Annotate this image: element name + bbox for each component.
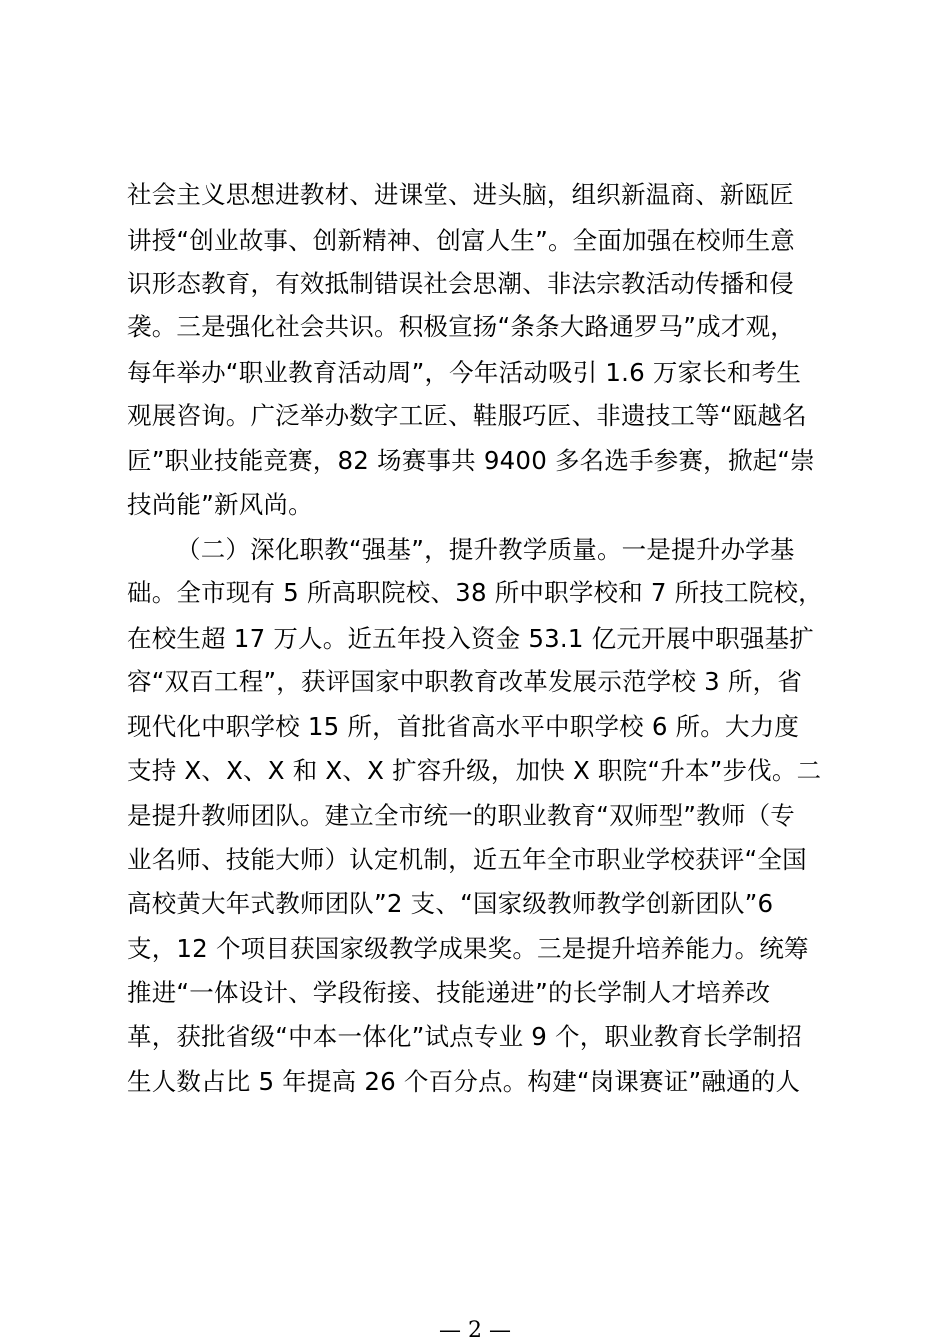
body-line: 支持 X、X、X 和 X、X 扩容升级，加快 X 职院“升本”步伐。二: [127, 756, 822, 785]
body-line: 讲授“创业故事、创新精神、创富人生”。全面加强在校师生意: [127, 226, 795, 255]
body-line: 容“双百工程”，获评国家中职教育改革发展示范学校 3 所，省: [127, 667, 803, 696]
body-line: 推进“一体设计、学段衔接、技能递进”的长学制人才培养改: [127, 978, 771, 1007]
body-line: 支，12 个项目获国家级教学成果奖。三是提升培养能力。统筹: [127, 934, 809, 963]
body-line: 识形态教育，有效抵制错误社会思潮、非法宗教活动传播和侵: [127, 269, 794, 298]
body-line: 在校生超 17 万人。近五年投入资金 53.1 亿元开展中职强基扩: [127, 624, 814, 653]
body-line: 现代化中职学校 15 所，首批省高水平中职学校 6 所。大力度: [127, 712, 800, 741]
body-line: 匠”职业技能竞赛，82 场赛事共 9400 多名选手参赛，掀起“崇: [127, 446, 815, 475]
body-line: 业名师、技能大师）认定机制，近五年全市职业学校获评“全国: [127, 845, 807, 874]
body-line: 社会主义思想进教材、进课堂、进头脑，组织新温商、新瓯匠: [127, 180, 794, 209]
body-line: 观展咨询。广泛举办数字工匠、鞋服巧匠、非遗技工等“瓯越名: [127, 401, 807, 430]
body-line: 础。全市现有 5 所高职院校、38 所中职学校和 7 所技工院校，: [127, 578, 823, 607]
body-line: 是提升教师团队。建立全市统一的职业教育“双师型”教师（专: [127, 801, 795, 830]
body-line: 革，获批省级“中本一体化”试点专业 9 个，职业教育长学制招: [127, 1022, 803, 1051]
body-line: 高校黄大年式教师团队”2 支、“国家级教师教学创新团队”6: [127, 889, 774, 918]
body-line: 生人数占比 5 年提高 26 个百分点。构建“岗课赛证”融通的人: [127, 1067, 801, 1096]
body-line: 袭。三是强化社会共识。积极宣扬“条条大路通罗马”成才观，: [127, 312, 795, 341]
body-line: 技尚能”新风尚。: [127, 490, 313, 519]
section-heading-line: （二）深化职教“强基”，提升教学质量。一是提升办学基: [176, 535, 795, 564]
page-number: — 2 —: [439, 1318, 511, 1343]
body-line: 每年举办“职业教育活动周”，今年活动吸引 1.6 万家长和考生: [127, 358, 802, 387]
